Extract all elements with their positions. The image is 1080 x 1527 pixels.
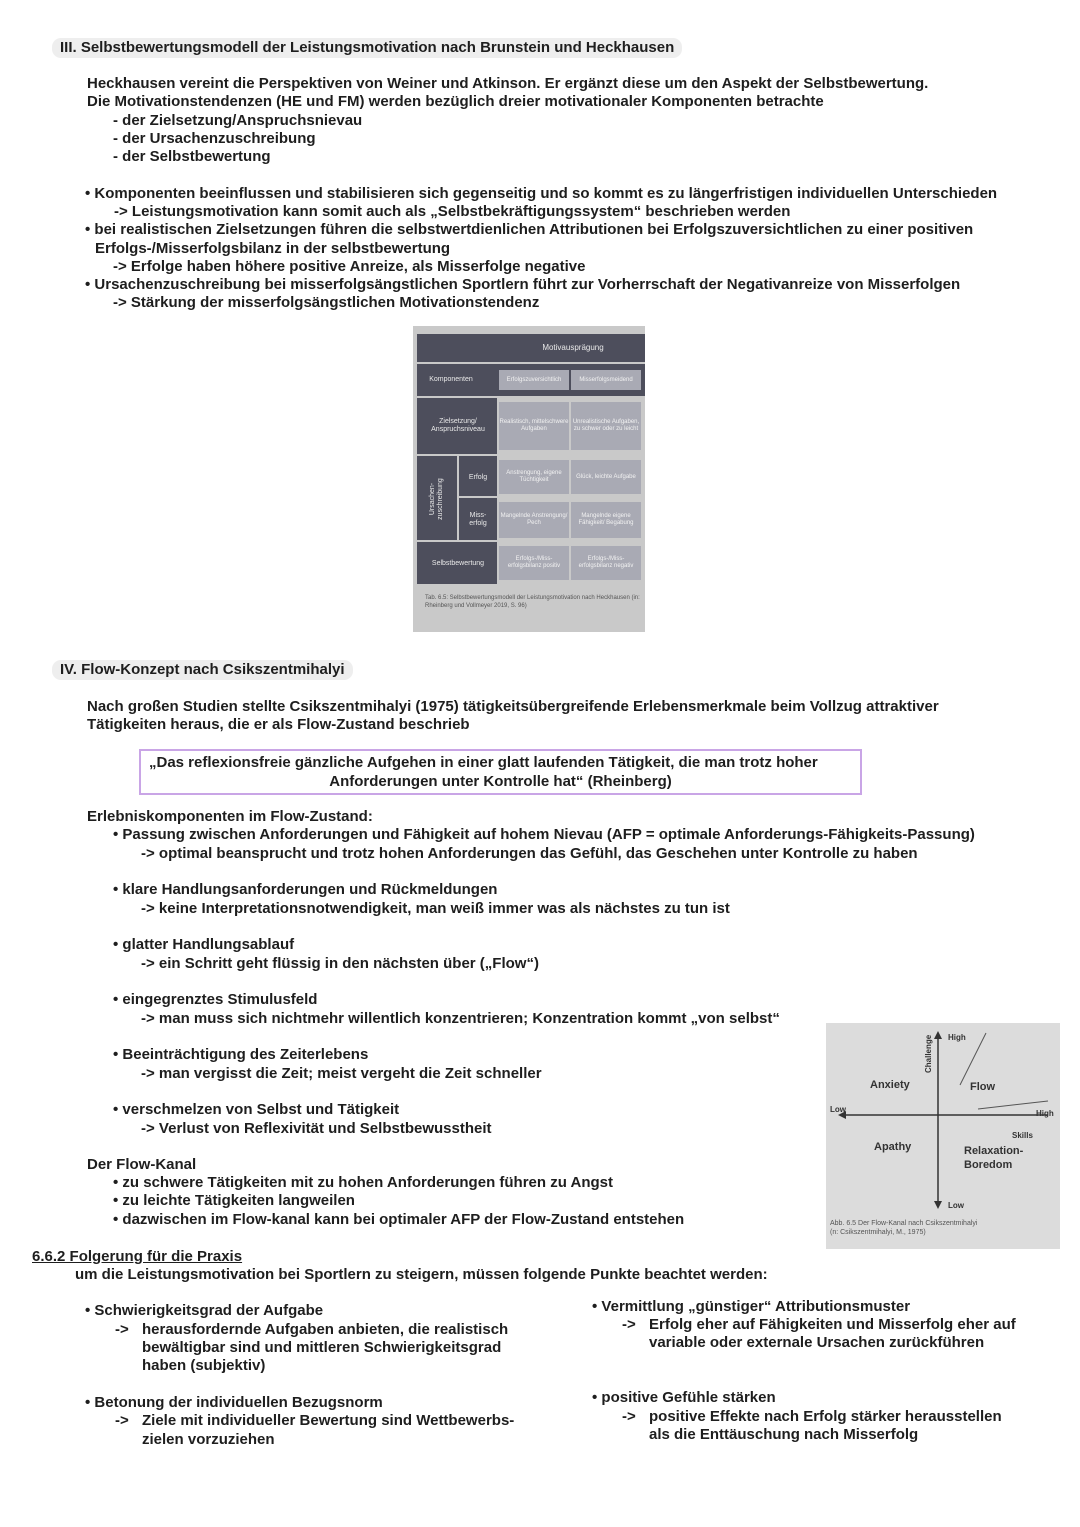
section-4-paragraph-2: Tätigkeiten heraus, die er als Flow-Zustand beschrieb [87, 716, 470, 733]
practice-right-1-arrow: -> [622, 1316, 636, 1333]
component-item-1: - der Zielsetzung/Anspruchsnievau [113, 112, 363, 129]
flow-caption [830, 1219, 1056, 1237]
experience-item-6: • verschmelzen von Selbst und Tätigkeit [113, 1101, 400, 1118]
axis-challenge-label: Challenge [924, 1034, 933, 1073]
axis-low-bottom: Low [948, 1201, 964, 1210]
quote-line-2: Anforderungen unter Kontrolle hat“ (Rheinberg) [329, 773, 672, 790]
experience-item-5: • Beeinträchtigung des Zeiterlebens [113, 1046, 369, 1063]
experience-item-4: • eingegrenztes Stimulusfeld [113, 991, 318, 1008]
cell-success-failure: Glück, leichte Aufgabe [571, 460, 641, 494]
quote-line-1: „Das reflexionsfreie gänzliche Aufgehen in einer glatt laufenden Tätigkeit, die man trotz hoher [149, 754, 818, 771]
flow-channel-item-2: • zu leichte Tätigkeiten langweilen [113, 1192, 355, 1209]
quadrant-flow: Flow [970, 1081, 996, 1093]
experience-components-heading: Erlebniskomponenten im Flow-Zustand: [87, 808, 373, 825]
bullet-2-continued: Erfolgs-/Misserfolgsbilanz in der selbstbewertung [95, 240, 451, 257]
practice-left-1-line-1: herausfordernde Aufgaben anbieten, die realistisch [142, 1321, 509, 1338]
axis-high-right: High [1036, 1109, 1054, 1118]
flow-channel-diagram-image [826, 1023, 1060, 1249]
axis-high-top: High [948, 1033, 966, 1042]
section-4-heading: IV. Flow-Konzept nach Csikszentmihalyi [52, 660, 353, 680]
quadrant-anxiety: Anxiety [870, 1079, 910, 1091]
table-caption: Tab. 6.5: Selbstbewertungsmodell der Leistungsmotivation nach Heckhausen (in: Rheinberg und Vollmeyer 2019, S. 96) [425, 595, 640, 609]
practice-left-1-line-2: bewältigbar sind und mittleren Schwierigkeitsgrad [142, 1339, 502, 1356]
practice-right-2-arrow: -> [622, 1408, 636, 1425]
experience-item-2: • klare Handlungsanforderungen und Rückmeldungen [113, 881, 498, 898]
bullet-3: • Ursachenzuschreibung bei misserfolgsängstlichen Sportlern führt zur Vorherrschaft der Negativanreize von Misserfolgen [85, 276, 961, 293]
practice-right-2-line-2: als die Enttäuschung nach Misserfolg [649, 1426, 919, 1443]
flow-channel-item-3: • dazwischen im Flow-kanal kann bei optimaler AFP der Flow-Zustand entstehen [113, 1211, 685, 1228]
axis-low-left: Low [830, 1105, 846, 1114]
section-3-paragraph-1: Heckhausen vereint die Perspektiven von Weiner und Atkinson. Er ergänzt diese um den Aspekt der Selbstbewertung. [87, 75, 929, 92]
experience-item-6-arrow: -> Verlust von Reflexivität und Selbstbewusstheit [141, 1120, 492, 1137]
component-item-3: - der Selbstbewertung [113, 148, 271, 165]
row-success-label: Erfolg [468, 474, 488, 481]
practice-left-1-arrow: -> [115, 1321, 129, 1338]
quadrant-relaxation: Relaxation- [964, 1145, 1024, 1157]
cell-selfeval-failure: Erfolgs-/Miss-erfolgsbilanz negativ [571, 546, 641, 580]
practice-right-1-line-1: Erfolg eher auf Fähigkeiten und Misserfolg eher auf [649, 1316, 1016, 1333]
experience-item-5-arrow: -> man vergisst die Zeit; meist vergeht die Zeit schneller [141, 1065, 542, 1082]
col-header-failure: Misserfolgsmeidend [571, 370, 641, 390]
experience-item-3: • glatter Handlungsablauf [113, 936, 295, 953]
flow-channel-heading: Der Flow-Kanal [87, 1156, 197, 1173]
self-evaluation-model-table-image [413, 326, 645, 632]
quadrant-apathy: Apathy [874, 1141, 912, 1153]
row-goal-label: Zielsetzung/ Anspruchsniveau [431, 418, 485, 433]
section-3-heading: III. Selbstbewertungsmodell der Leistungsmotivation nach Brunstein und Heckhausen [52, 38, 682, 58]
practice-left-1-line-3: haben (subjektiv) [142, 1357, 266, 1374]
experience-item-2-arrow: -> keine Interpretationsnotwendigkeit, man weiß immer was als nächstes zu tun ist [141, 900, 730, 917]
bullet-2: • bei realistischen Zielsetzungen führen die selbstwertdienlichen Attributionen bei Erfolgszuversichtlichen zu einer positiven [85, 221, 974, 238]
experience-item-1: • Passung zwischen Anforderungen und Fähigkeit auf hohem Nievau (AFP = optimale Anforderungs-Fähigkeits-Passung) [113, 826, 975, 843]
cell-goal-success: Realistisch, mittelschwere Aufgaben [499, 402, 569, 450]
practice-intro: um die Leistungsmotivation bei Sportlern zu steigern, müssen folgende Punkte beachtet werden: [75, 1266, 768, 1283]
practice-left-2-line-2: zielen vorzuziehen [142, 1431, 275, 1448]
practice-left-2-arrow: -> [115, 1412, 129, 1429]
quadrant-boredom: Boredom [964, 1159, 1013, 1171]
axis-skills-label: Skills [1012, 1131, 1033, 1140]
cell-selfeval-success: Erfolgs-/Miss-erfolgsbilanz positiv [499, 546, 569, 580]
flow-caption-line-2: (n: Csikszentmihalyi, M., 1975) [830, 1229, 926, 1236]
cell-failure-failure: Mangelnde eigene Fähigkeit/ Begabung [571, 502, 641, 538]
cell-goal-failure: Unrealistische Aufgaben, zu schwer oder zu leicht [571, 402, 641, 450]
col-header-success: Erfolgszuversichtlich [499, 370, 569, 390]
practice-right-1: • Vermittlung „günstiger“ Attributionsmuster [592, 1298, 911, 1315]
experience-item-4-arrow: -> man muss sich nichtmehr willentlich konzentrieren; Konzentration kommt „von selbst“ [141, 1010, 780, 1027]
practice-right-1-line-2: variable oder externale Ursachen zurückführen [649, 1334, 985, 1351]
row-failure-label: Miss-erfolg [469, 512, 487, 527]
row-attribution-label: Ursachen-zuschreibung [429, 478, 444, 520]
practice-right-2: • positive Gefühle stärken [592, 1389, 776, 1406]
experience-item-1-arrow: -> optimal beansprucht und trotz hohen Anforderungen das Gefühl, das Geschehen unter Kontrolle zu haben [141, 845, 918, 862]
component-item-2: - der Ursachenzuschreibung [113, 130, 316, 147]
components-header: Komponenten [429, 376, 473, 383]
cell-success-success: Anstrengung, eigene Tüchtigkeit [499, 460, 569, 494]
row-selfeval-label: Selbstbewertung [431, 560, 485, 567]
cell-failure-success: Mangelnde Anstrengung/ Pech [499, 502, 569, 538]
practice-left-2: • Betonung der individuellen Bezugsnorm [85, 1394, 383, 1411]
practice-right-2-line-1: positive Effekte nach Erfolg stärker herausstellen [649, 1408, 1002, 1425]
practice-left-1: • Schwierigkeitsgrad der Aufgabe [85, 1302, 324, 1319]
practice-heading: 6.6.2 Folgerung für die Praxis [32, 1248, 243, 1265]
bullet-3-arrow: -> Stärkung der misserfolgsängstlichen Motivationstendenz [113, 294, 540, 311]
flow-channel-item-1: • zu schwere Tätigkeiten mit zu hohen Anforderungen führen zu Angst [113, 1174, 613, 1191]
section-3-paragraph-2: Die Motivationstendenzen (HE und FM) werden bezüglich dreier motivationaler Komponenten betrachte [87, 93, 824, 110]
section-4-paragraph-1: Nach großen Studien stellte Csikszentmihalyi (1975) tätigkeitsübergreifende Erlebensmerkmale beim Vollzug attraktiver [87, 698, 939, 715]
experience-item-3-arrow: -> ein Schritt geht flüssig in den nächsten über („Flow“) [141, 955, 539, 972]
bullet-1: • Komponenten beeinflussen und stabilisieren sich gegenseitig und so kommt es zu längerfristigen individuellen Unterschieden [85, 185, 998, 202]
motive-header: Motivausprägung [542, 343, 604, 352]
practice-left-2-line-1: Ziele mit individueller Bewertung sind Wettbewerbs- [142, 1412, 515, 1429]
definition-quote-box [139, 749, 862, 795]
bullet-1-arrow: -> Leistungsmotivation kann somit auch als „Selbstbekräftigungssystem“ beschrieben werden [114, 203, 791, 220]
bullet-2-arrow: -> Erfolge haben höhere positive Anreize, als Misserfolge negative [113, 258, 586, 275]
flow-caption-line-1: Abb. 6.5 Der Flow-Kanal nach Csikszentmihalyi [830, 1220, 978, 1227]
